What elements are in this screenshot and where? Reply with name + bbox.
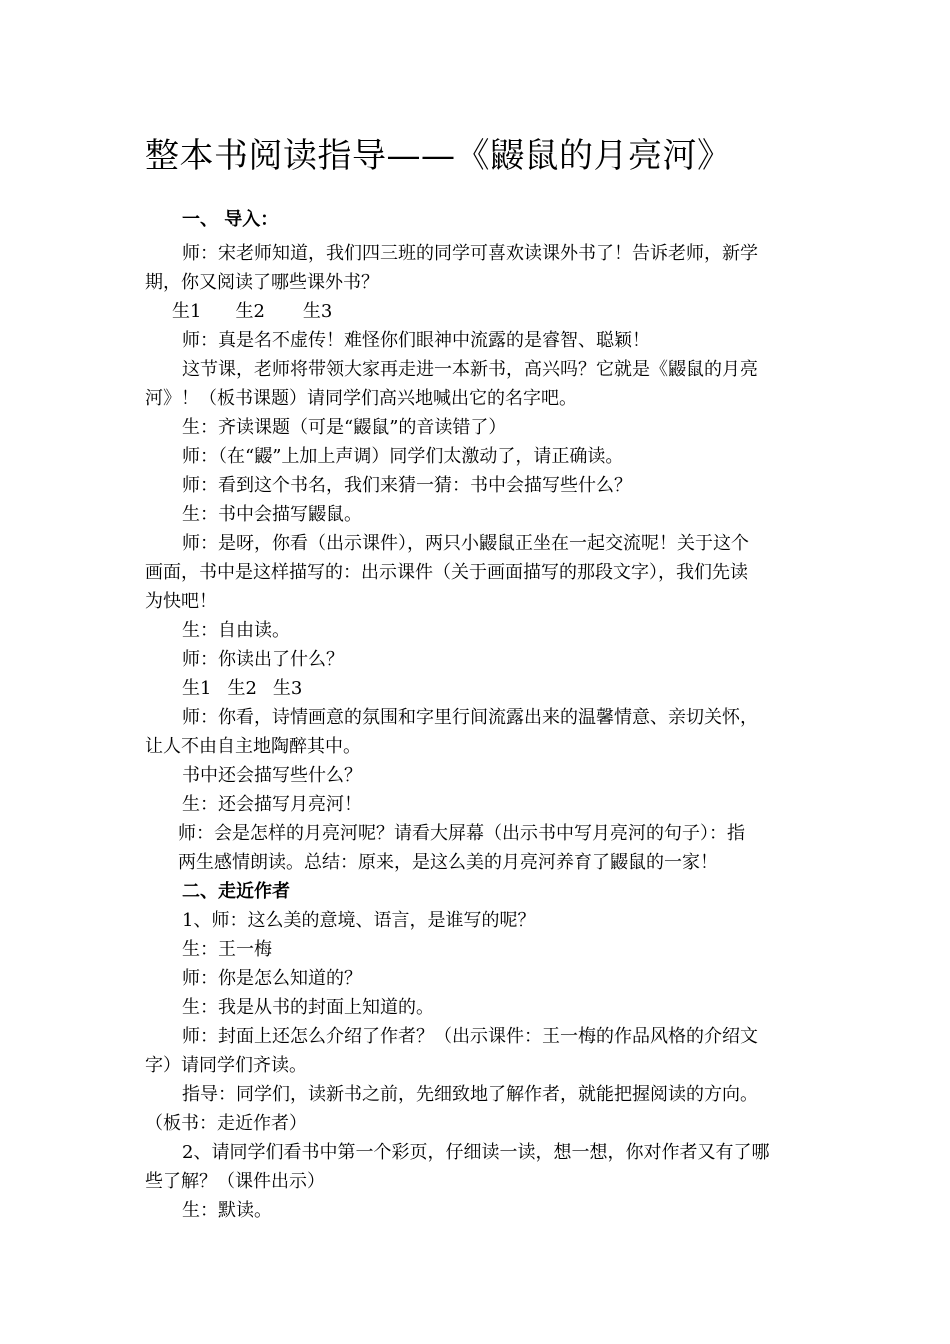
paragraph-line: 些了解？（课件出示） [145, 1171, 325, 1192]
student-label: 生3 [272, 678, 303, 699]
paragraph-line: 生：我是从书的封面上知道的。 [182, 997, 434, 1018]
paragraph-line: 生：默读。 [182, 1200, 272, 1221]
student-label: 生1 [172, 301, 202, 322]
paragraph-line: 为快吧！ [145, 591, 217, 612]
paragraph-line: 生：自由读。 [182, 620, 290, 641]
document-title: 整本书阅读指导——《鼹鼠的月亮河》 [145, 136, 732, 176]
paragraph-line: 字）请同学们齐读。 [145, 1055, 307, 1076]
paragraph-line: 让人不由自主地陶醉其中。 [145, 736, 361, 757]
paragraph-line [172, 298, 332, 326]
paragraph-line: （板书：走近作者） [145, 1113, 307, 1134]
student-label: 生2 [235, 301, 265, 322]
paragraph-line: 师：封面上还怎么介绍了作者？（出示课件：王一梅的作品风格的介绍文 [182, 1026, 758, 1047]
paragraph-line: 两生感情朗读。总结：原来，是这么美的月亮河养育了鼹鼠的一家！ [178, 852, 718, 873]
student-label: 生2 [227, 678, 257, 699]
paragraph-line: 这节课，老师将带领大家再走进一本新书，高兴吗？它就是《鼹鼠的月亮 [182, 359, 758, 380]
paragraph-line: 师：看到这个书名，我们来猜一猜：书中会描写些什么？ [182, 475, 632, 496]
paragraph-line: 期，你又阅读了哪些课外书？ [145, 272, 379, 293]
paragraph-line: 指导：同学们，读新书之前，先细致地了解作者，就能把握阅读的方向。 [182, 1084, 758, 1105]
paragraph-line: 河》！（板书课题）请同学们高兴地喊出它的名字吧。 [145, 388, 577, 409]
paragraph-line: 师：（在“鼹”上加上声调）同学们太激动了，请正确读。 [182, 446, 624, 467]
paragraph-line: 2、请同学们看书中第一个彩页，仔细读一读，想一想，你对作者又有了哪 [182, 1142, 770, 1163]
paragraph-line: 师：是呀，你看（出示课件），两只小鼹鼠正坐在一起交流呢！关于这个 [182, 533, 749, 554]
paragraph-line: 1、师：这么美的意境、语言，是谁写的呢？ [182, 910, 536, 931]
paragraph-line: 师：会是怎样的月亮河呢？请看大屏幕（出示书中写月亮河的句子）：指 [178, 823, 745, 844]
student-label: 生1 [182, 678, 212, 699]
paragraph-line: 师：宋老师知道，我们四三班的同学可喜欢读课外书了！告诉老师，新学 [182, 243, 758, 264]
paragraph-line: 画面，书中是这样描写的：出示课件（关于画面描写的那段文字），我们先读 [145, 562, 748, 583]
section-heading-intro: 一、 导入： [182, 209, 279, 230]
paragraph-line [182, 675, 302, 703]
student-label: 生3 [302, 301, 333, 322]
paragraph-line: 书中还会描写些什么？ [182, 765, 362, 786]
paragraph-line: 师：你读出了什么？ [182, 649, 344, 670]
paragraph-line: 生：王一梅 [182, 939, 272, 960]
paragraph-line: 师：真是名不虚传！难怪你们眼神中流露的是睿智、聪颖！ [182, 330, 650, 351]
paragraph-line: 师：你是怎么知道的？ [182, 968, 362, 989]
paragraph-line: 师：你看，诗情画意的氛围和字里行间流露出来的温馨情意、亲切关怀， [182, 707, 758, 728]
paragraph-line: 生：书中会描写鼹鼠。 [182, 504, 362, 525]
paragraph-line: 生：还会描写月亮河！ [182, 794, 362, 815]
paragraph-line: 生：齐读课题（可是“鼹鼠”的音读错了） [182, 417, 507, 438]
section-heading-author: 二、走近作者 [182, 881, 290, 902]
